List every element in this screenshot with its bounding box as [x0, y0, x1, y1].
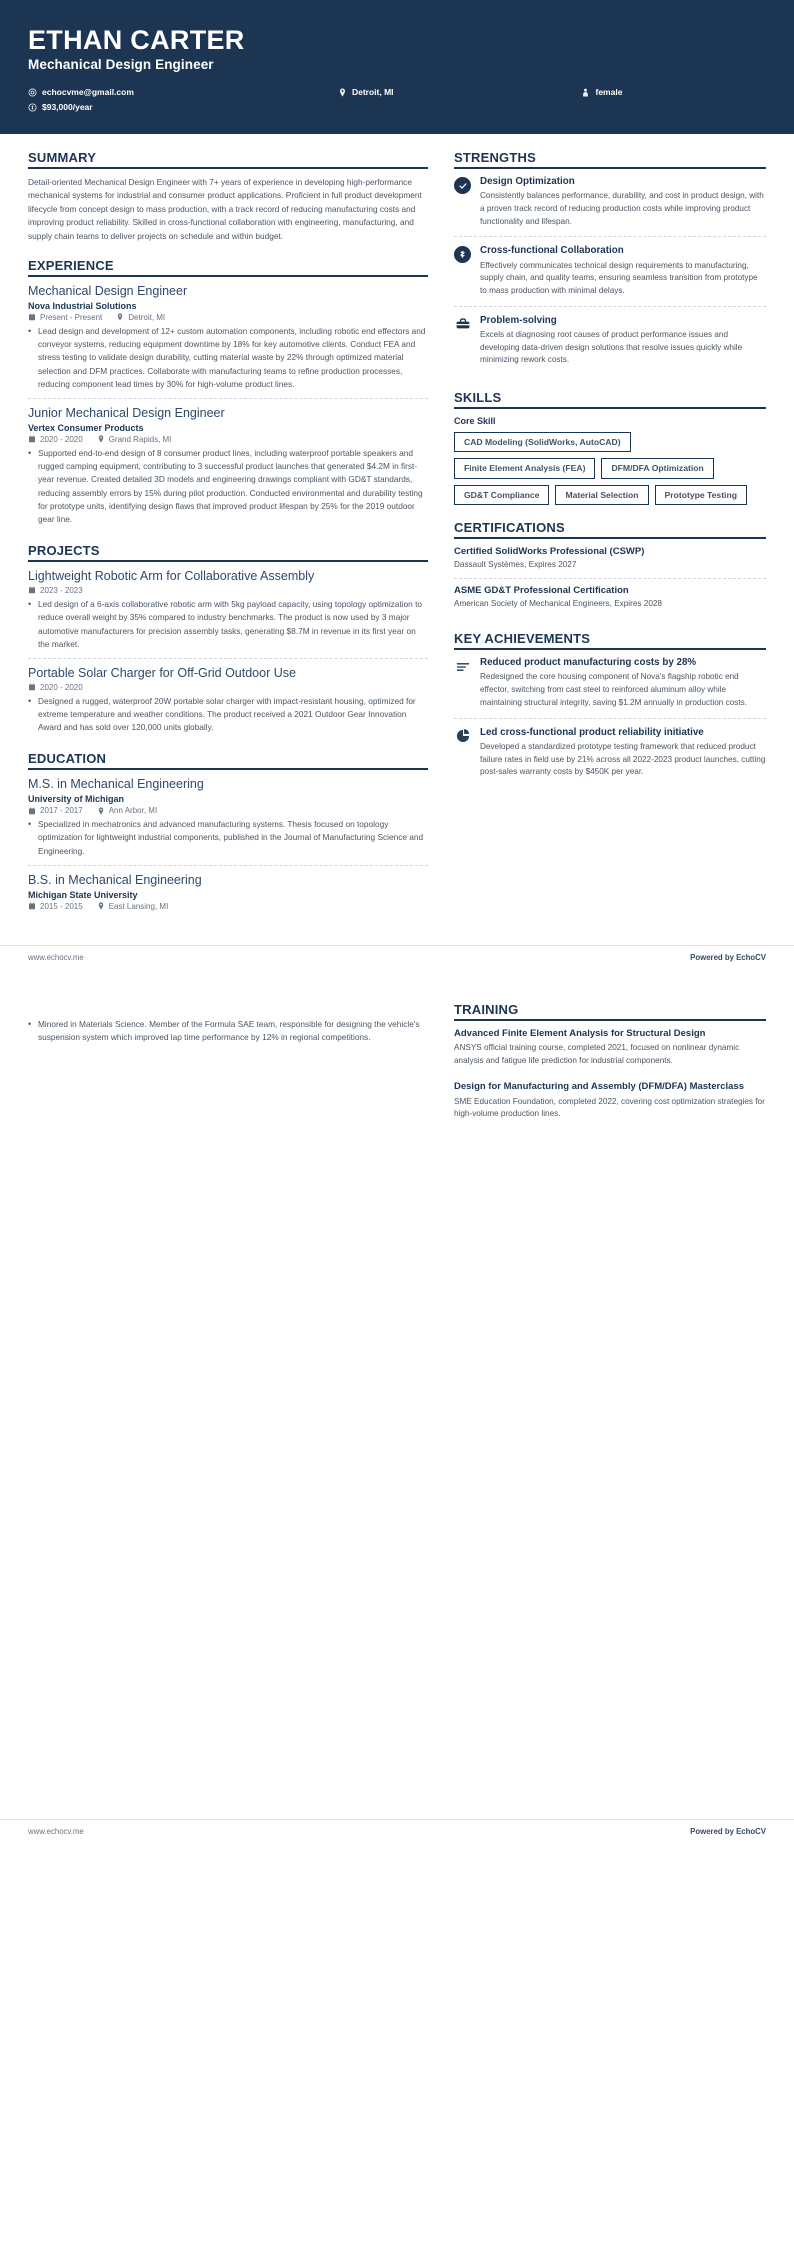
certification-sub: Dassault Systèmes, Expires 2027	[454, 560, 577, 570]
experience-title: Junior Mechanical Design Engineer	[28, 406, 225, 421]
skill-chip[interactable]: CAD Modeling (SolidWorks, AutoCAD)	[454, 432, 631, 452]
calendar-icon	[28, 435, 36, 443]
education-bullets	[28, 818, 428, 858]
achievement-title: Led cross-functional product reliability initiative	[480, 726, 704, 738]
skills-group-label: Core Skill	[454, 416, 496, 427]
project-dates	[28, 683, 83, 692]
education-location	[97, 902, 169, 911]
strength-title: Problem-solving	[480, 314, 557, 326]
bullet: • Designed a rugged, waterproof 20W portable solar charger with impact-resistant housing, optimized for extreme temperature and weather conditions. The product received a 2021 Outdoor Gear Innovation Award and has sold over 120,000 units globally.	[28, 695, 428, 735]
bullet: • Led design of a 6-axis collaborative robotic arm with 5kg payload capacity, using topology optimization to reduce overall weight by 35% compared to industry benchmarks. The product is now used by 3 major automotive manufacturers for precision assembly tasks, generating $8.7M in revenue in its first year on the market.	[28, 598, 428, 651]
training-item	[454, 1081, 766, 1128]
calendar-icon	[28, 807, 36, 815]
education-dates	[28, 806, 83, 815]
left-column-page2	[28, 996, 428, 1045]
location-pin-icon	[97, 807, 105, 815]
education-school: Michigan State University	[28, 889, 138, 900]
check-circle-icon	[454, 177, 471, 194]
right-column	[454, 150, 766, 802]
skill-chip[interactable]: GD&T Compliance	[454, 485, 549, 505]
education-entry	[28, 873, 428, 916]
contact-gender-value: female	[595, 87, 623, 98]
project-bullets	[28, 695, 428, 735]
experience-heading: EXPERIENCE	[28, 258, 428, 277]
briefcase-icon	[454, 316, 471, 333]
certification-item	[454, 585, 766, 617]
skill-chip[interactable]: Finite Element Analysis (FEA)	[454, 458, 595, 478]
strength-desc: Effectively communicates technical design requirements to manufacturing, supply chain, and quality teams, ensuring seamless transition from prototype to mass production with minimal delays.	[480, 260, 758, 295]
certification-item	[454, 546, 766, 579]
experience-dates	[28, 435, 83, 444]
experience-dates-value: 2020 - 2020	[40, 434, 83, 444]
section-experience	[28, 258, 428, 528]
footer-url[interactable]: www.echocv.me	[28, 1826, 84, 1836]
strength-desc: Consistently balances performance, durability, and cost in product design, with a proven track record of reducing production costs while improving product functionality and lifespan.	[480, 191, 764, 226]
resume-body-page2	[0, 980, 794, 1144]
skill-chip[interactable]: Prototype Testing	[655, 485, 747, 505]
project-title: Portable Solar Charger for Off-Grid Outdoor Use	[28, 666, 296, 681]
certifications-heading: CERTIFICATIONS	[454, 520, 766, 539]
resume-header	[0, 0, 794, 134]
experience-location-value: Detroit, MI	[128, 312, 166, 322]
experience-title: Mechanical Design Engineer	[28, 284, 188, 299]
skill-chips	[454, 432, 766, 505]
section-summary	[28, 150, 428, 243]
education-location-value: Ann Arbor, MI	[108, 806, 158, 816]
contact-location	[338, 85, 582, 100]
experience-bullets	[28, 447, 428, 527]
footer-url[interactable]: www.echocv.me	[28, 952, 84, 962]
training-title: Advanced Finite Element Analysis for Structural Design	[454, 1027, 706, 1039]
education-degree: B.S. in Mechanical Engineering	[28, 872, 202, 887]
training-item	[454, 1028, 766, 1075]
strengths-heading: STRENGTHS	[454, 150, 766, 169]
achievements-heading: KEY ACHIEVEMENTS	[454, 631, 766, 650]
education-continued-bullets	[28, 1018, 428, 1045]
section-education	[28, 751, 428, 915]
location-pin-icon	[97, 435, 105, 443]
strength-item	[454, 176, 766, 237]
contact-salary-value: $93,000/year	[42, 102, 93, 113]
experience-entry	[28, 406, 428, 528]
contact-location-value: Detroit, MI	[351, 87, 394, 98]
strength-title: Cross-functional Collaboration	[480, 245, 624, 257]
contact-email-value: echocvme@gmail.com	[42, 87, 134, 98]
contact-gender	[581, 85, 766, 100]
education-dates-value: 2015 - 2015	[40, 901, 83, 911]
achievement-title: Reduced product manufacturing costs by 28%	[480, 657, 697, 669]
education-meta	[28, 902, 428, 911]
achievement-item	[454, 727, 766, 787]
strength-item	[454, 245, 766, 306]
contact-details	[28, 85, 766, 115]
strength-desc: Excels at diagnosing root causes of product performance issues and developing data-driven design solutions that resolve issues quickly while minimizing rework costs.	[480, 329, 743, 365]
education-entry	[28, 777, 428, 865]
strength-item	[454, 315, 766, 375]
location-pin-icon	[338, 88, 347, 97]
project-meta	[28, 586, 428, 595]
section-strengths	[454, 150, 766, 375]
bullet: • Lead design and development of 12+ custom automation components, including robotic end effectors and conveyor systems, reducing equipment downtime by 18% for key automotive clients. Conduct FEA and stress testing to validate design durability, cutting material waste by 22% through optimized material selection and DFM practices. Collaborate with manufacturing teams to refine production processes, reducing component lead times by 30% for high-volume product lines.	[28, 325, 428, 391]
contact-salary	[28, 100, 338, 115]
experience-location	[116, 313, 165, 322]
education-school: University of Michigan	[28, 794, 125, 805]
project-dates-value: 2020 - 2020	[40, 682, 83, 692]
experience-meta	[28, 313, 428, 322]
education-location-value: East Lansing, MI	[108, 901, 169, 911]
education-dates	[28, 902, 83, 911]
project-bullets	[28, 598, 428, 651]
summary-heading: SUMMARY	[28, 150, 428, 169]
bullet: • Specialized in mechatronics and advanced manufacturing systems. Thesis focused on topology optimization for lightweight industrial components, published in the Journal of Manufacturing Science and Engineering.	[28, 818, 428, 858]
project-dates	[28, 586, 83, 595]
skills-heading: SKILLS	[454, 390, 766, 409]
achievement-desc: Developed a standardized prototype testing framework that reduced product failure rates in field use by 21% across all 2022-2023 product launches, cutting post-sales warranty costs by $450K per year.	[480, 741, 766, 777]
education-location	[97, 806, 157, 815]
education-dates-value: 2017 - 2017	[40, 806, 83, 816]
candidate-name: ETHAN CARTER	[28, 25, 245, 55]
summary-text: Detail-oriented Mechanical Design Engineer with 7+ years of experience in developing high-performance mechanical systems for industrial and consumer product applications. Proficient in full product development lifecycle from concept design to mass production, with a track record of reducing manufacturing costs and improving product reliability. Skilled in cross-functional collaboration with engineering, manufacturing, and supply chain teams to deliver projects on schedule and within budget.	[28, 177, 422, 241]
project-entry	[28, 569, 428, 659]
strength-title: Design Optimization	[480, 176, 575, 187]
education-heading: EDUCATION	[28, 751, 428, 770]
projects-heading: PROJECTS	[28, 543, 428, 562]
location-pin-icon	[97, 902, 105, 910]
section-training	[454, 1002, 766, 1129]
left-column	[28, 150, 428, 931]
candidate-job-title: Mechanical Design Engineer	[28, 57, 214, 73]
experience-entry	[28, 284, 428, 399]
experience-org: Nova Industrial Solutions	[28, 300, 137, 311]
project-dates-value: 2023 - 2023	[40, 585, 83, 595]
section-skills	[454, 390, 766, 505]
resume-page-1	[0, 0, 794, 962]
section-key-achievements	[454, 631, 766, 787]
project-entry	[28, 666, 428, 736]
bar-list-icon	[454, 658, 471, 675]
right-column-page2	[454, 996, 766, 1144]
experience-bullets	[28, 325, 428, 391]
page-footer	[0, 945, 794, 962]
achievement-item	[454, 657, 766, 718]
resume-page-2	[0, 962, 794, 1852]
skill-chip[interactable]: Material Selection	[555, 485, 648, 505]
skill-chip[interactable]: DFM/DFA Optimization	[601, 458, 713, 478]
experience-location-value: Grand Rapids, MI	[108, 434, 172, 444]
experience-dates-value: Present - Present	[40, 312, 103, 322]
experience-org: Vertex Consumer Products	[28, 422, 144, 433]
training-sub: SME Education Foundation, completed 2022, covering cost optimization strategies for high-volume production lines.	[454, 1096, 765, 1119]
footer-brand: Powered by EchoCV	[690, 952, 766, 962]
certification-title: Certified SolidWorks Professional (CSWP)	[454, 545, 645, 557]
pie-chart-icon	[454, 728, 471, 745]
email-icon	[28, 88, 37, 97]
calendar-icon	[28, 586, 36, 594]
resume-body	[0, 134, 794, 931]
training-heading: TRAINING	[454, 1002, 766, 1021]
location-pin-icon	[116, 313, 124, 321]
project-meta	[28, 683, 428, 692]
education-degree: M.S. in Mechanical Engineering	[28, 777, 204, 792]
dollar-circle-icon	[454, 246, 471, 263]
section-certifications	[454, 520, 766, 616]
certification-title: ASME GD&T Professional Certification	[454, 584, 629, 596]
person-icon	[581, 88, 590, 97]
project-title: Lightweight Robotic Arm for Collaborative Assembly	[28, 569, 315, 584]
experience-location	[97, 435, 172, 444]
bullet: • Supported end-to-end design of 8 consumer product lines, including waterproof portable speakers and rugged camping equipment, contributing to 3 successful product launches that generated $4.2M in first-year revenue. Created detailed 3D models and engineering drawings compliant with GD&T standards, reducing assembly errors by 15% during pilot production. Conducted environmental and durability testing for prototype units, identifying design flaws that improved product lifespan by 25% for the 2019 outdoor gear line.	[28, 447, 428, 527]
calendar-icon	[28, 902, 36, 910]
salary-coin-icon	[28, 103, 37, 112]
footer-brand: Powered by EchoCV	[690, 1826, 766, 1836]
contact-email	[28, 85, 338, 100]
certification-sub: American Society of Mechanical Engineers, Expires 2028	[454, 598, 662, 608]
experience-meta	[28, 435, 428, 444]
experience-dates	[28, 313, 102, 322]
training-sub: ANSYS official training course, completed 2021, focused on nonlinear dynamic analysis and fatigue life prediction for industrial components.	[454, 1042, 740, 1065]
section-projects	[28, 543, 428, 736]
training-title: Design for Manufacturing and Assembly (DFM/DFA) Masterclass	[454, 1081, 744, 1093]
page-footer	[0, 1819, 794, 1836]
calendar-icon	[28, 313, 36, 321]
education-meta	[28, 806, 428, 815]
achievement-desc: Redesigned the core housing component of Nova's flagship robotic end effector, switching from cast steel to reinforced aluminum alloy while maintaining structural integrity, saving $1.2M annually in production costs.	[480, 672, 747, 707]
bullet: • Minored in Materials Science. Member of the Formula SAE team, responsible for designing the vehicle's suspension system which improved lap time performance by 12% in regional competitions.	[28, 1018, 428, 1045]
calendar-icon	[28, 683, 36, 691]
